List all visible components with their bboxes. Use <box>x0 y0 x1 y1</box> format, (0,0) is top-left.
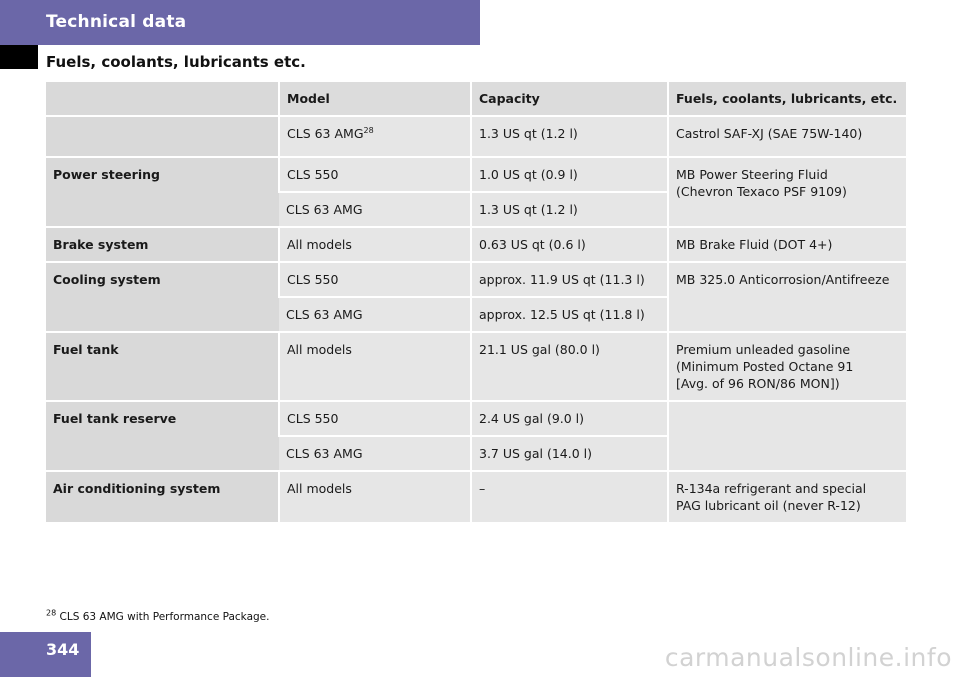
chapter-title: Technical data <box>46 12 187 32</box>
model-cell: CLS 63 AMG <box>279 192 471 227</box>
section-marker <box>0 45 38 69</box>
model-cell: All models <box>279 471 471 522</box>
model-cell: CLS 550 <box>279 157 471 192</box>
row-label <box>46 116 279 157</box>
table-row <box>46 157 906 192</box>
row-label: Cooling system <box>46 262 279 332</box>
capacity-cell: 0.63 US qt (0.6 l) <box>471 227 668 262</box>
table-header-row <box>46 82 906 116</box>
model-cell: CLS 63 AMG$^{28}$ <box>279 116 471 157</box>
capacity-cell: – <box>471 471 668 522</box>
capacity-cell: 1.3 US qt (1.2 l) <box>471 192 668 227</box>
table-row <box>46 471 906 522</box>
model-cell: CLS 550 <box>279 262 471 297</box>
table-row <box>46 332 906 401</box>
row-label: Air conditioning system <box>46 471 279 522</box>
footnote-ref: 28 <box>363 125 374 135</box>
footnote-marker: 28 <box>46 608 57 618</box>
fluid-cell: R-134a refrigerant and special PAG lubricant oil (never R-12) <box>668 471 906 522</box>
table-row <box>46 227 906 262</box>
capacity-cell: 21.1 US gal (80.0 l) <box>471 332 668 401</box>
fluids-table <box>46 82 906 522</box>
model-cell: CLS 550 <box>279 401 471 436</box>
capacity-cell: 3.7 US gal (14.0 l) <box>471 436 668 471</box>
fluid-cell: MB Brake Fluid (DOT 4+) <box>668 227 906 262</box>
column-header-item <box>46 82 279 116</box>
row-label: Fuel tank reserve <box>46 401 279 471</box>
fluid-cell: Premium unleaded gasoline (Minimum Posted Octane 91 [Avg. of 96 RON/86 MON]) <box>668 332 906 401</box>
column-header-capacity: Capacity <box>471 82 668 116</box>
footnote <box>46 608 270 623</box>
page-number: 344 <box>46 640 80 659</box>
fluid-cell: Castrol SAF-XJ (SAE 75W-140) <box>668 116 906 157</box>
capacity-cell: approx. 11.9 US qt (11.3 l) <box>471 262 668 297</box>
fluid-cell: MB Power Steering Fluid (Chevron Texaco PSF 9109) <box>668 157 906 227</box>
capacity-cell: 2.4 US gal (9.0 l) <box>471 401 668 436</box>
model-cell: All models <box>279 332 471 401</box>
footnote-text: CLS 63 AMG with Performance Package. <box>56 611 270 623</box>
model-cell: CLS 63 AMG <box>279 297 471 332</box>
model-cell: CLS 63 AMG <box>279 436 471 471</box>
column-header-model: Model <box>279 82 471 116</box>
row-label: Power steering <box>46 157 279 227</box>
model-cell: All models <box>279 227 471 262</box>
table-row <box>46 262 906 297</box>
capacity-cell: 1.3 US qt (1.2 l) <box>471 116 668 157</box>
row-label: Brake system <box>46 227 279 262</box>
column-header-fluid: Fuels, coolants, lubricants, etc. <box>668 82 906 116</box>
capacity-cell: 1.0 US qt (0.9 l) <box>471 157 668 192</box>
watermark: carmanualsonline.info <box>664 643 952 672</box>
section-title: Fuels, coolants, lubricants etc. <box>46 53 306 71</box>
capacity-cell: approx. 12.5 US qt (11.8 l) <box>471 297 668 332</box>
fluid-cell: MB 325.0 Anticorrosion/Antifreeze <box>668 262 906 332</box>
table-row <box>46 401 906 436</box>
table-row <box>46 116 906 157</box>
row-label: Fuel tank <box>46 332 279 401</box>
fluid-cell <box>668 401 906 471</box>
